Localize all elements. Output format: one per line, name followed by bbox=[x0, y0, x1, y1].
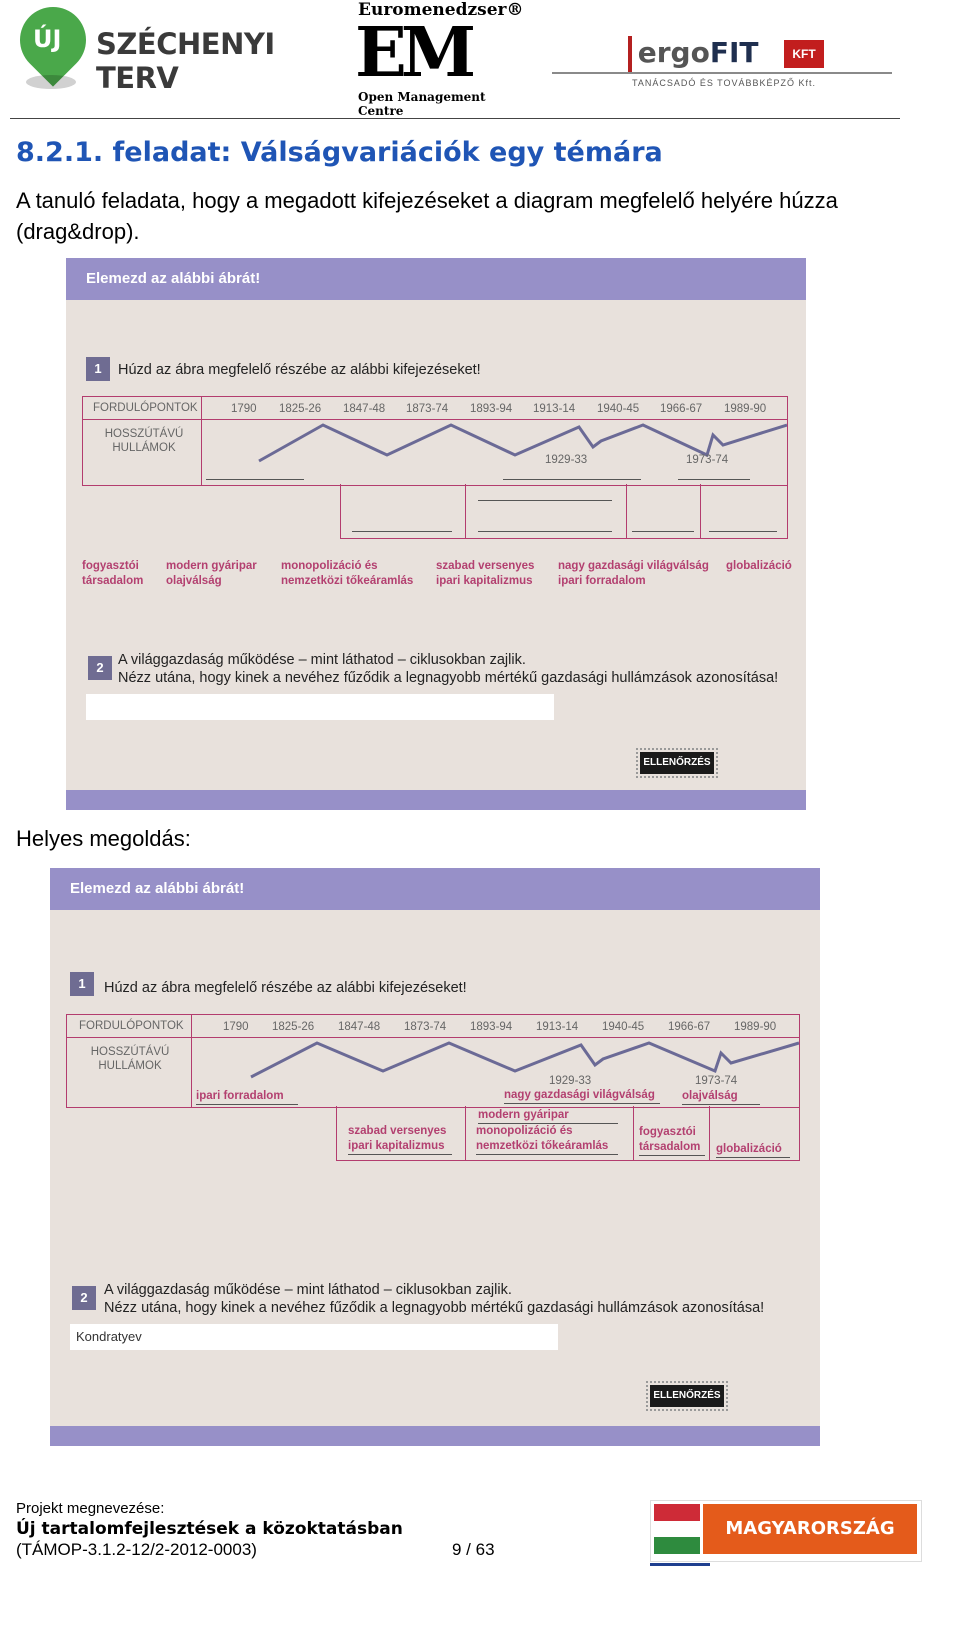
header-divider bbox=[10, 118, 900, 119]
footer-project-label: Projekt megnevezése: bbox=[16, 1500, 165, 1517]
exercise-panel bbox=[66, 258, 806, 810]
placed-term: ipari forradalom bbox=[196, 1089, 298, 1105]
question-text: A világgazdaság működése – mint láthatod – ciklusokban zajlik. Nézz utána, hogy kinek a nevéhez fűződik a legnagyobb mértékű gazdasági hullámzások azonosítása! bbox=[104, 1282, 765, 1316]
wave-line bbox=[83, 397, 787, 485]
turning-points-label: FORDULÓPONTOK bbox=[79, 1020, 184, 1032]
drop-slot[interactable] bbox=[478, 500, 612, 501]
drop-slot[interactable] bbox=[503, 479, 641, 480]
panel-title: Elemezd az alábbi ábrát! bbox=[70, 880, 245, 897]
placed-term: szabad versenyes ipari kapitalizmus bbox=[348, 1124, 452, 1155]
drop-slot[interactable] bbox=[352, 531, 452, 532]
term-fogyasztoi-tarsadalom[interactable]: fogyasztói társadalom bbox=[82, 560, 144, 587]
szechenyi-text: SZÉCHENYI TERV bbox=[96, 27, 275, 95]
term-szabad-versenyes[interactable]: szabad versenyes ipari kapitalizmus bbox=[436, 560, 535, 587]
szechenyi-terv-logo bbox=[18, 5, 328, 105]
placed-term: monopolizáció és nemzetközi tőkeáramlás bbox=[476, 1124, 618, 1155]
euromenedzser-logo: Euromenedzser® EM Open Management Centre bbox=[355, 0, 524, 118]
footer-project-name: Új tartalomfejlesztések a közoktatásban bbox=[16, 1519, 403, 1539]
wave-diagram: FORDULÓPONTOK HOSSZÚTÁVÚ HULLÁMOK 1790 1825-26 1847-48 1873-74 1893-94 1913-14 1940-45 1966-67 1989-90 1929-33 1973-74 bbox=[82, 396, 788, 486]
check-button[interactable]: ELLENŐRZÉS bbox=[650, 1385, 724, 1407]
term-globalizacio[interactable]: globalizáció bbox=[726, 560, 792, 572]
turning-points-label: FORDULÓPONTOK bbox=[93, 402, 198, 414]
check-button[interactable]: ELLENŐRZÉS bbox=[640, 752, 714, 774]
question-text: A világgazdaság működése – mint láthatod – ciklusokban zajlik. Nézz utána, hogy kinek a nevéhez fűződik a legnagyobb mértékű gazdasági hullámzások azonosítása! bbox=[118, 652, 779, 686]
hungarian-flag-icon bbox=[654, 1504, 700, 1554]
answer-input[interactable]: Kondratyev bbox=[70, 1324, 558, 1350]
drop-slot[interactable] bbox=[632, 531, 694, 532]
wave-diagram: FORDULÓPONTOK HOSSZÚTÁVÚ HULLÁMOK 1790 1825-26 1847-48 1873-74 1893-94 1913-14 1940-45 1966-67 1989-90 1929-33 1973-74 ipari forradalom nagy gazdasági világválság olajválság bbox=[66, 1014, 800, 1108]
placed-term: olajválság bbox=[682, 1089, 760, 1105]
long-waves-label: HOSSZÚTÁVÚ HULLÁMOK bbox=[90, 1046, 170, 1072]
solution-label: Helyes megoldás: bbox=[16, 826, 191, 851]
task-heading: 8.2.1. feladat: Válságvariációk egy témára bbox=[16, 137, 663, 168]
placed-term: fogyasztói társadalom bbox=[639, 1125, 705, 1156]
question-number: 1 bbox=[70, 972, 94, 996]
drop-slot[interactable] bbox=[478, 531, 612, 532]
question-text: Húzd az ábra megfelelő részébe az alábbi kifejezéseket! bbox=[118, 362, 481, 378]
placed-term: globalizáció bbox=[716, 1142, 790, 1158]
panel-title: Elemezd az alábbi ábrát! bbox=[86, 270, 261, 287]
drop-slot[interactable] bbox=[678, 479, 750, 480]
answer-input[interactable] bbox=[86, 694, 554, 720]
drop-slot[interactable] bbox=[709, 531, 777, 532]
page-number: 9 / 63 bbox=[452, 1540, 495, 1559]
placed-term: nagy gazdasági világválság bbox=[504, 1088, 660, 1104]
long-waves-label: HOSSZÚTÁVÚ HULLÁMOK bbox=[104, 428, 184, 454]
ergofit-logo: ergoFIT KFT TANÁCSADÓ ÉS TOVÁBBKÉPZŐ Kft. bbox=[552, 30, 892, 100]
task-description: A tanuló feladata, hogy a megadott kifejezéseket a diagram megfelelő helyére húzza (drag&drop). bbox=[16, 188, 838, 244]
question-number: 2 bbox=[88, 656, 112, 680]
placed-term: modern gyáripar bbox=[478, 1108, 618, 1124]
term-modern-gyaripar-olajvalsag[interactable]: modern gyáripar olajválság bbox=[166, 560, 257, 587]
term-monopolizacio[interactable]: monopolizáció és nemzetközi tőkeáramlás bbox=[281, 560, 414, 587]
drop-slot[interactable] bbox=[206, 479, 304, 480]
question-number: 2 bbox=[72, 1286, 96, 1310]
solution-panel bbox=[50, 868, 820, 1446]
footer-project-code: (TÁMOP-3.1.2-12/2-2012-0003) bbox=[16, 1540, 257, 1559]
question-text: Húzd az ábra megfelelő részébe az alábbi kifejezéseket! bbox=[104, 980, 467, 996]
magyarorszag-megujul-logo: MAGYARORSZÁG MEGÚJUL bbox=[650, 1500, 922, 1562]
question-number: 1 bbox=[86, 357, 110, 381]
term-nagy-gazdasagi[interactable]: nagy gazdasági világválság ipari forradalom bbox=[558, 560, 709, 587]
pin-label: ÚJ bbox=[33, 25, 62, 53]
